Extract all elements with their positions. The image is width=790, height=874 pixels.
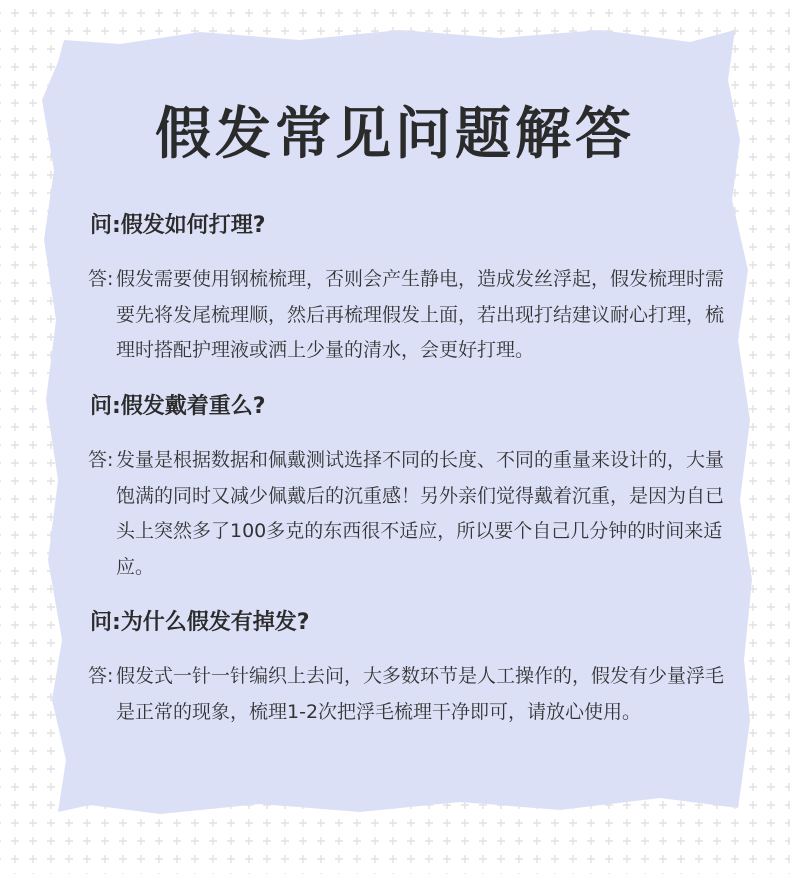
faq-answer-2	[88, 443, 728, 585]
answer-prefix: 答:	[88, 268, 114, 290]
answer-text: 假发需要使用钢梳梳理，否则会产生静电，造成发丝浮起，假发梳理时需要先将发尾梳理顺，然后再梳理假发上面，若出现打结建议耐心打理，梳理时搭配护理液或洒上少量的清水，会更好打理。	[116, 268, 725, 361]
faq-question-1: 问:假发如何打理?	[90, 213, 266, 238]
faq-question-3: 问:为什么假发有掉发?	[90, 610, 310, 635]
answer-prefix: 答:	[88, 665, 114, 687]
faq-answer-3	[88, 659, 728, 730]
page-title: 假发常见问题解答	[155, 102, 635, 167]
faq-question-2: 问:假发戴着重么?	[90, 394, 266, 419]
faq-answer-1	[88, 262, 728, 369]
answer-text: 发量是根据数据和佩戴测试选择不同的长度、不同的重量来设计的，大量饱满的同时又减少佩戴后的沉重感！另外亲们觉得戴着沉重，是因为自已头上突然多了100多克的东西很不适应，所以要个自己几分钟的时间来适应。	[116, 449, 725, 578]
answer-text: 假发式一针一针编织上去问，大多数环节是人工操作的，假发有少量浮毛是正常的现象，梳理1-2次把浮毛梳理干净即可，请放心使用。	[116, 665, 725, 723]
answer-prefix: 答:	[88, 449, 114, 471]
